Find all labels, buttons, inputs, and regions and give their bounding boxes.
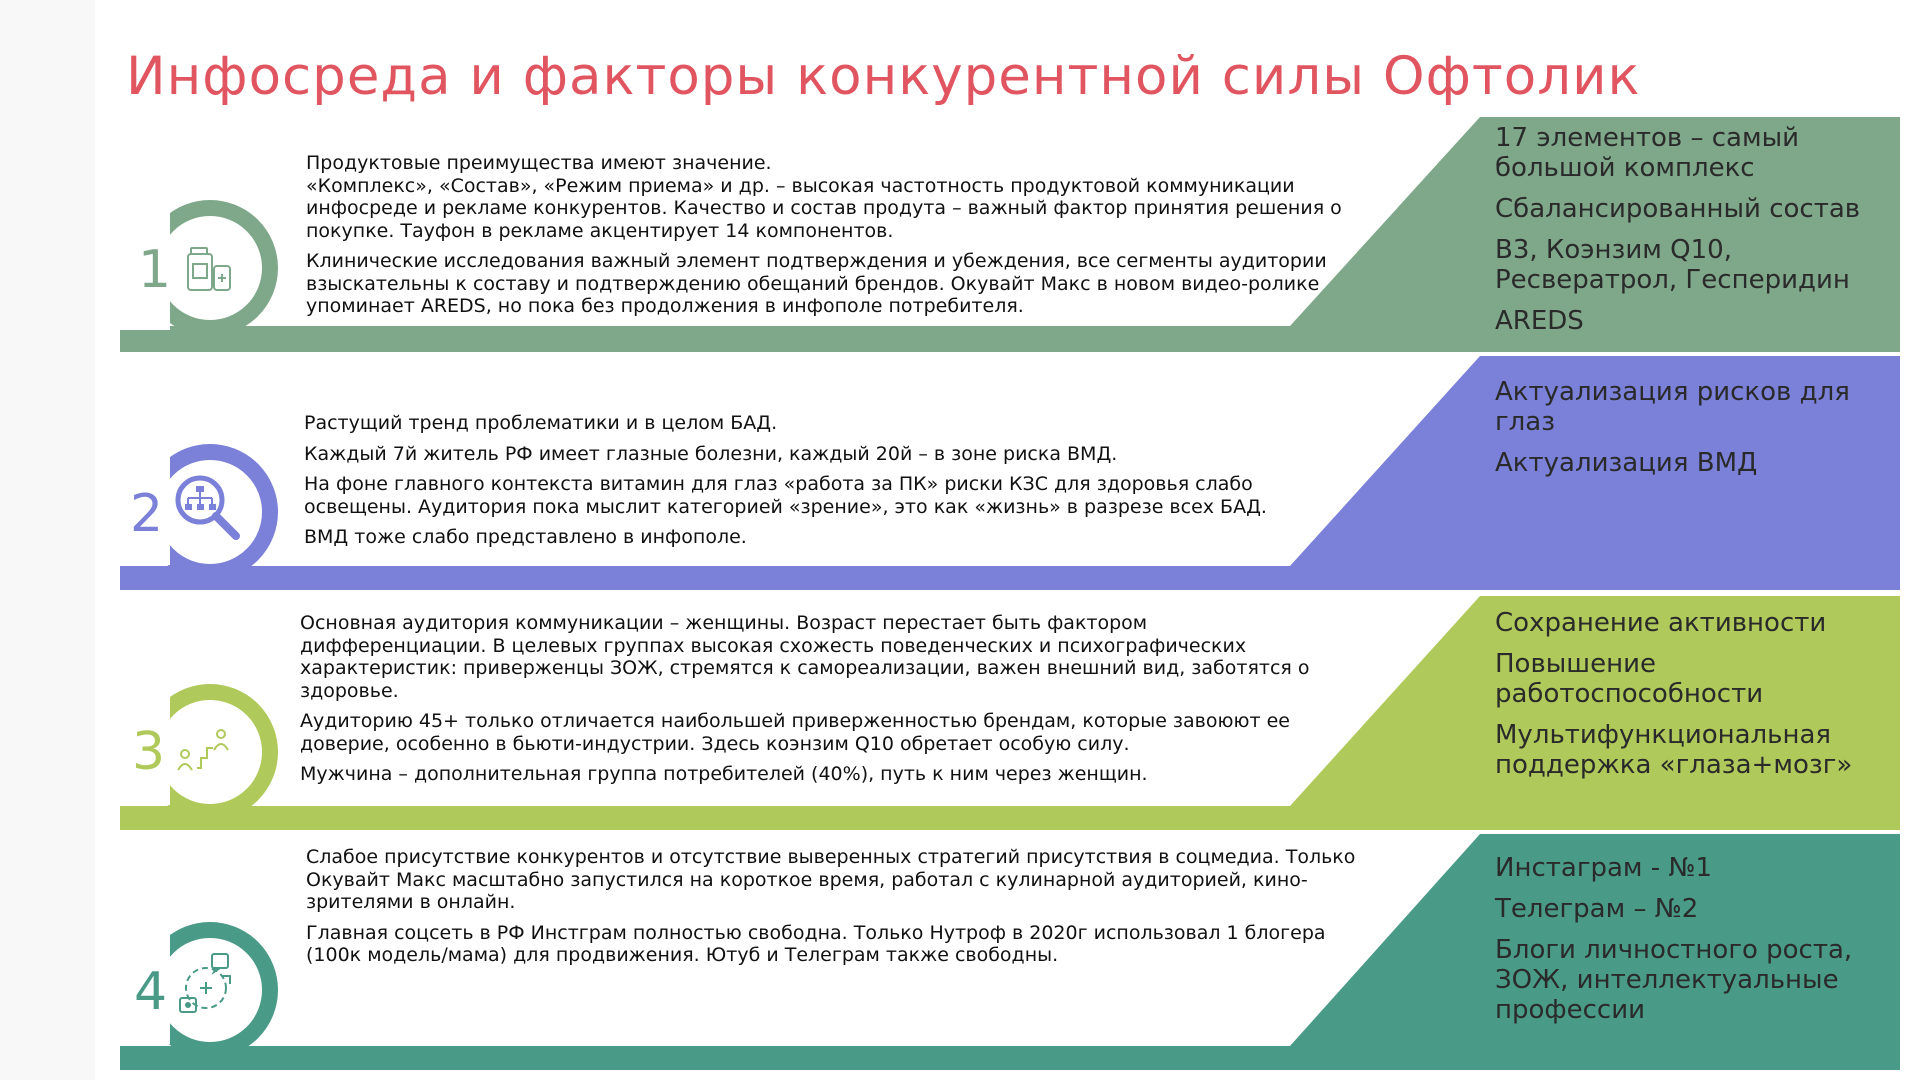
row-1-paragraph: Продуктовые преимущества имеют значение. «Комплекс», «Состав», «Режим приема» и др. – высокая частотность продуктовой коммуникации инфосреде и рекламе конкурентов. Качество и состав продута – важный фактор принятия решения о покупке. Тауфон в рекламе акцентирует 14 компонентов. — [306, 152, 1342, 242]
people-growth-icon — [175, 724, 235, 776]
row-3-paragraph: Мужчина – дополнительная группа потребителей (40%), путь к ним через женщин. — [300, 763, 1148, 785]
pill-bottles-icon — [185, 246, 237, 298]
row-2-highlight: Актуализация ВМД — [1495, 448, 1758, 478]
row-2-paragraph: ВМД тоже слабо представлено в инфополе. — [304, 526, 747, 548]
row-1-highlights — [1495, 123, 1895, 347]
row-4-paragraph: Слабое присутствие конкурентов и отсутствие выверенных стратегий присутствия в соцмедиа. Только Окувайт Макс масштабно запустился на короткое время, работал с кулинарной аудиторией, кино- зрителями в онлайн. — [306, 846, 1356, 913]
row-1-highlight: В3, Коэнзим Q10, Ресвератрол, Гесперидин — [1495, 235, 1850, 295]
row-3-highlight: Мультифункциональная поддержка «глаза+мозг» — [1495, 720, 1853, 780]
row-1-highlight: Сбалансированный состав — [1495, 194, 1861, 224]
row-3-highlights — [1495, 608, 1895, 791]
row-2-text — [304, 412, 1364, 557]
row-3-number: 3 — [132, 722, 166, 782]
row-2-paragraph: Каждый 7й житель РФ имеет глазные болезни, каждый 20й – в зоне риска ВМД. — [304, 442, 1118, 465]
row-4-highlights — [1495, 853, 1895, 1036]
row-2-paragraph: На фоне главного контекста витамин для глаз «работа за ПК» риски КЗС для здоровья слабо освещены. Аудитория пока мыслит категорией «зрение», это как «жизнь» в разрезе всех БАД. — [304, 473, 1267, 518]
row-2-highlights — [1495, 377, 1895, 489]
page-title: Инфосреда и факторы конкурентной силы Офтолик — [126, 46, 1641, 107]
row-4-highlight: Телеграм – №2 — [1495, 894, 1699, 924]
row-1-number: 1 — [138, 240, 172, 300]
row-4-number: 4 — [134, 962, 168, 1022]
row-4-paragraph: Главная соцсеть в РФ Инстграм полностью свободна. Только Нутроф в 2020г использовал 1 блогера (100к модель/мама) для продвижения. Ютуб и Телеграм также свободны. — [306, 921, 1326, 966]
row-3-text — [300, 612, 1370, 794]
row-4-highlight: Блоги личностного роста, ЗОЖ, интеллектуальные профессии — [1495, 935, 1853, 1025]
row-3-highlight: Повышение работоспособности — [1495, 649, 1764, 709]
row-1-highlight: 17 элементов – самый большой комплекс — [1495, 123, 1800, 183]
row-4-text — [306, 846, 1376, 975]
row-2-number: 2 — [130, 484, 164, 544]
row-3-paragraph: Основная аудитория коммуникации – женщины. Возраст перестает быть фактором дифференциации. В целевых группах высокая схожесть поведенческих и психографических характеристик: приверженцы ЗОЖ, стремятся к самореализации, важен внешний вид, заботятся о здоровье. — [300, 612, 1310, 702]
row-3-highlight: Сохранение активности — [1495, 608, 1827, 638]
row-4-highlight: Инстаграм - №1 — [1495, 853, 1713, 883]
row-2-paragraph: Растущий тренд проблематики и в целом БАД. — [304, 412, 778, 434]
row-1-text — [306, 152, 1366, 326]
row-1-paragraph: Клинические исследования важный элемент подтверждения и убеждения, все сегменты аудитории взыскательны к составу и подтверждению обещаний брендов. Окувайт Макс в новом видео-ролике упоминает AREDS, но пока без продолжения в инфополе потребителя. — [306, 250, 1327, 317]
social-media-icon — [176, 950, 240, 1018]
row-2-highlight: Актуализация рисков для глаз — [1495, 377, 1850, 437]
magnifier-hierarchy-icon — [170, 470, 246, 546]
row-1-highlight: AREDS — [1495, 306, 1584, 336]
row-3-paragraph: Аудиторию 45+ только отличается наибольшей приверженностью брендам, которые завоюют ее доверие, особенно в бьюти-индустрии. Здесь коэнзим Q10 обретает особую силу. — [300, 710, 1290, 755]
